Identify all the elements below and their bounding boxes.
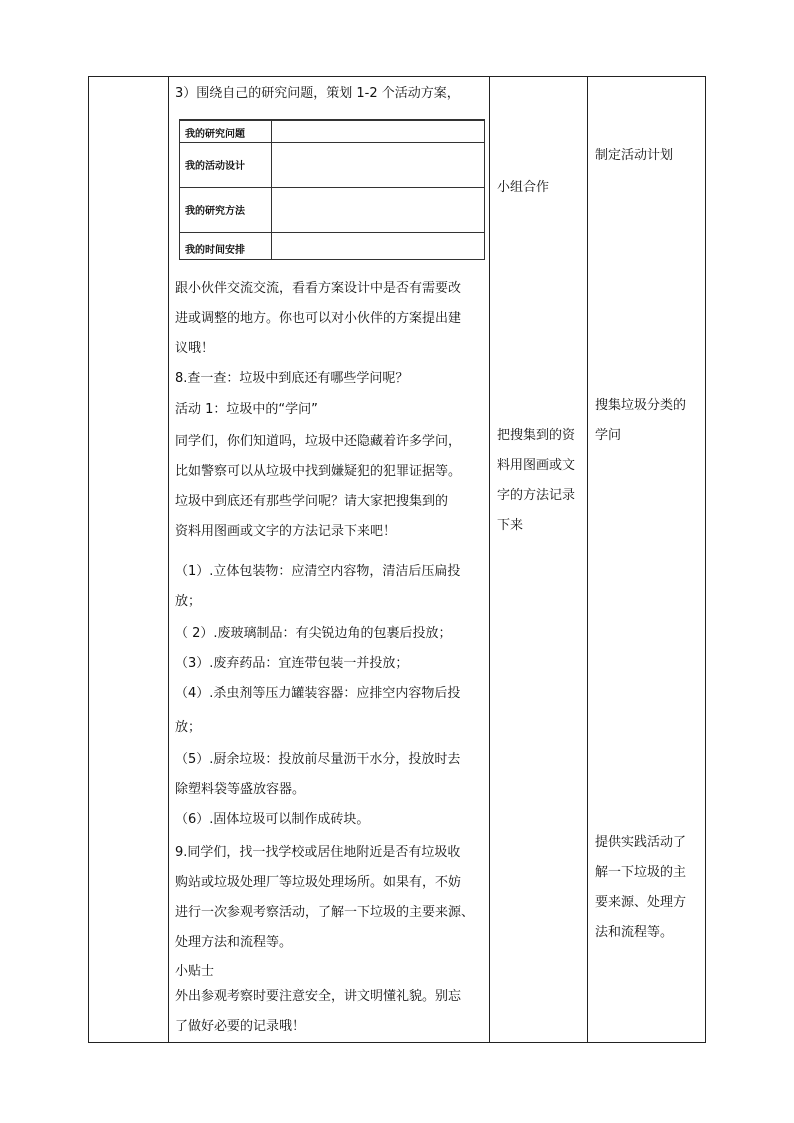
mid-text-line: 字的方法记录 xyxy=(497,488,576,503)
content-column xyxy=(175,77,487,1042)
body-text-line: 比如警察可以从垃圾中找到嫌疑犯的犯罪证据等。 xyxy=(175,464,462,479)
body-text-line: （ 2）.废玻璃制品：有尖锐边角的包裹后投放； xyxy=(175,626,452,641)
body-text-line: 除塑料袋等盛放容器。 xyxy=(175,782,306,797)
plan-table-row xyxy=(180,120,484,143)
body-text-line: （4）.杀虫剂等压力罐装容器：应排空内容物后投 xyxy=(175,686,461,701)
body-text-line: 购站或垃圾处理厂等垃圾处理场所。如果有，不妨 xyxy=(175,875,462,890)
right-text-line: 法和流程等。 xyxy=(595,925,674,940)
right-text-line: 学问 xyxy=(595,428,622,443)
body-text-line: 8.查一查：垃圾中到底还有哪些学问呢？ xyxy=(175,371,409,386)
body-text-line: 跟小伙伴交流交流，看看方案设计中是否有需要改 xyxy=(175,281,462,296)
empty-first-column xyxy=(89,77,168,1042)
right-text-line: 搜集垃圾分类的 xyxy=(595,398,687,413)
plan-table-row xyxy=(180,232,484,262)
column-divider xyxy=(587,77,588,1042)
right-text-line: 要来源、处理方 xyxy=(595,895,687,910)
body-text-line: 进行一次参观考察活动，了解一下垃圾的主要来源、 xyxy=(175,905,475,920)
student-activity-column xyxy=(497,77,585,1042)
body-text-line: 放； xyxy=(175,594,202,609)
mid-text-line: 小组合作 xyxy=(497,180,550,195)
body-text-line: 了做好必要的记录哦！ xyxy=(175,1019,306,1034)
body-text-line: 活动 1：垃圾中的“学问” xyxy=(175,402,318,417)
plan-row-label: 我的时间安排 xyxy=(185,245,245,256)
mid-text-line: 料用图画或文 xyxy=(497,458,576,473)
body-text-line: 资料用图画或文字的方法记录下来吧！ xyxy=(175,524,397,539)
lesson-table xyxy=(88,76,706,1043)
plan-table-row xyxy=(180,187,484,233)
body-text-line: 垃圾中到底还有那些学问呢？请大家把搜集到的 xyxy=(175,494,449,509)
body-text-line: （5）.厨余垃圾：投放前尽量沥干水分，投放时去 xyxy=(175,752,461,767)
right-text-line: 制定活动计划 xyxy=(595,148,674,163)
body-text-line: （1）.立体包装物：应清空内容物，清洁后压扁投 xyxy=(175,564,461,579)
body-text-line: 进或调整的地方。你也可以对小伙伴的方案提出建 xyxy=(175,311,462,326)
body-text-line: 小贴士 xyxy=(175,964,215,979)
body-text-line: 放； xyxy=(175,720,202,735)
plan-row-label: 我的活动设计 xyxy=(185,161,245,172)
mid-text-line: 把搜集到的资 xyxy=(497,428,576,443)
body-text-line: 外出参观考察时要注意安全，讲文明懂礼貌。别忘 xyxy=(175,989,462,1004)
plan-row-label: 我的研究问题 xyxy=(185,129,245,140)
plan-row-label: 我的研究方法 xyxy=(185,206,245,217)
right-text-line: 解一下垃圾的主 xyxy=(595,865,687,880)
body-text-line: 同学们，你们知道吗，垃圾中还隐藏着许多学问， xyxy=(175,434,462,449)
body-text-line: （3）.废弃药品：宜连带包装一并投放； xyxy=(175,656,409,671)
body-text-line: 9.同学们，找一找学校或居住地附近是否有垃圾收 xyxy=(175,845,461,860)
body-text-line: 议哦！ xyxy=(175,341,215,356)
intro-text: 3）围绕自己的研究问题，策划 1-2 个活动方案， xyxy=(175,86,460,101)
column-divider xyxy=(489,77,490,1042)
body-text-line: 处理方法和流程等。 xyxy=(175,935,293,950)
plan-table xyxy=(179,119,485,260)
design-intent-column xyxy=(595,77,705,1042)
plan-table-row xyxy=(180,142,484,188)
body-text-line: （6）.固体垃圾可以制作成砖块。 xyxy=(175,812,370,827)
right-text-line: 提供实践活动了 xyxy=(595,835,687,850)
mid-text-line: 下来 xyxy=(497,518,524,533)
column-divider xyxy=(168,77,169,1042)
